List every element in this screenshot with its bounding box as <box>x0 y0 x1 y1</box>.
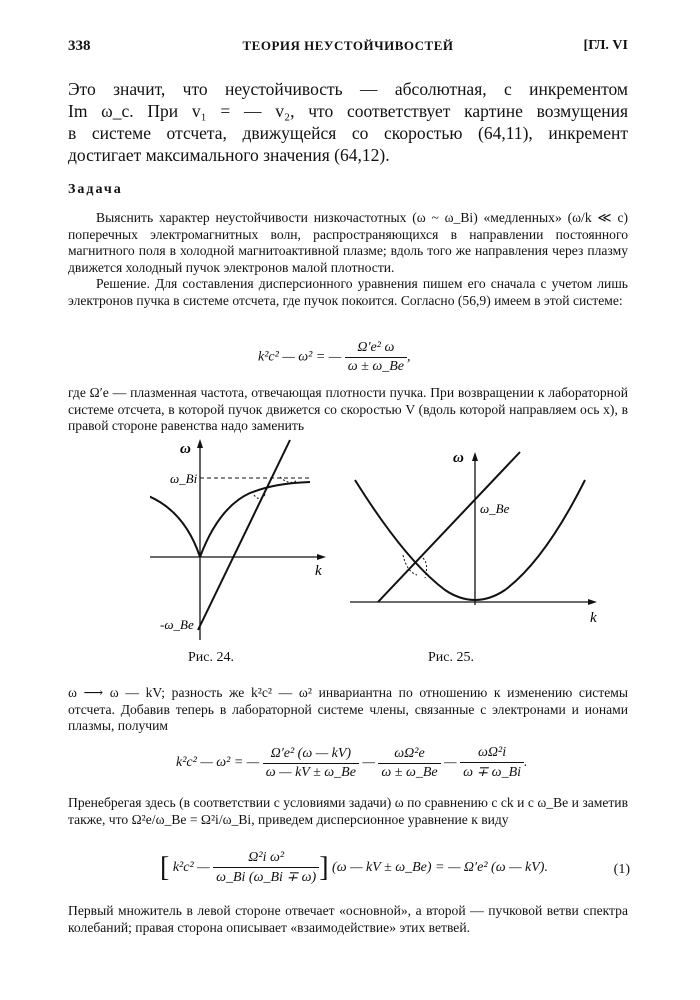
intro-line: в системе отсчета, движущейся со скоростью (64,11), инкремент <box>68 123 628 143</box>
final-paragraph <box>68 903 628 936</box>
final-text: Первый множитель в левой стороне отвечает «основной», а второй — пучковой ветви спектра колебаний; правая сторона описывает «взаимодействие» этих ветвей. <box>68 903 628 935</box>
problem-statement <box>68 210 628 309</box>
after-eq1-paragraph <box>68 385 628 435</box>
figure-25 <box>345 440 610 630</box>
fig25-beam-line <box>378 452 520 602</box>
figure-25-caption: Рис. 25. <box>428 650 474 665</box>
eq2-fraction-3 <box>460 745 524 781</box>
fig25-interaction-loop <box>423 558 427 578</box>
eq2-f3-numerator: ωΩ²i <box>460 745 524 763</box>
after-eq2-paragraph <box>68 795 628 828</box>
fig24-minus-wbe-label: -ω_Be <box>160 617 194 632</box>
problem-text: Выяснить характер неустойчивости низкочастотных (ω ~ ω_Bi) «медленных» (ω/k ≪ c) поперечных электромагнитных волн, распространяющихся в направлении постоянного магнитного поля в холодной магнитоактивной плазме; вдоль того же направления через плазму движется холодный пучок электронов малой плотности. <box>68 210 628 275</box>
eq1-fraction <box>345 340 407 375</box>
problem-heading: Задача <box>68 182 123 197</box>
after-figs-text: ω ⟶ ω — kV; разность же k²c² — ω² инвариантна по отношению к изменению системы отсчета. Добавив теперь в лабораторной системе члены, связанные с электронами и ионами плазмы, получим <box>68 685 628 733</box>
equation-2: k²c² — ω² = — $\frac{\text{Ω′e² (ω — kV)}}{\omega — kV \pm \omega\_Be}$ — $\frac{\text{ωΩ²e}}{\omega \pm \omega\_Be}$ — $\frac{\text{ωΩ²i}}{\omega \mp \omega\_Bi}$ . <box>176 745 528 780</box>
intro-paragraph <box>68 78 628 166</box>
running-header <box>68 38 628 58</box>
fig25-omega-arrow-icon <box>472 452 478 461</box>
fig25-k-arrow-icon <box>588 599 597 605</box>
intro-line: Это значит, что неустойчивость — абсолютная, с инкрементом <box>68 79 628 99</box>
eq3-fraction <box>213 850 319 886</box>
equation-3: [ k²c² — $\frac{\text{Ω²i ω²}}{\omega\_Bi (\omega\_Bi \mp \omega)}$ ] (ω — kV ± ω_Be) = — Ω′e² (ω — kV). (1) <box>160 850 630 885</box>
fig24-left-branch <box>150 484 200 557</box>
page-number: 338 <box>68 38 91 54</box>
fig25-omega-label: ω <box>453 450 464 466</box>
fig24-right-branch <box>200 482 310 557</box>
solution-text: Решение. Для составления дисперсионного уравнения пишем его сначала с учетом лишь электронов пучка в системе отсчета, где пучок покоится. Согласно (56,9) имеем в этой системе: <box>68 276 628 308</box>
eq2-fraction-1 <box>263 746 359 781</box>
equation-1 <box>258 340 410 375</box>
figure-24-caption: Рис. 24. <box>188 650 234 665</box>
fig25-parabola <box>355 480 585 600</box>
eq3-number: (1) <box>613 862 630 877</box>
fig24-omega-label: ω <box>180 441 191 457</box>
after-figs-paragraph <box>68 685 628 735</box>
eq2-f1-denominator: ω — kV ± ω_Be <box>265 764 356 780</box>
after-eq1-text: где Ω′e — плазменная частота, отвечающая плотности пучка. При возвращении к лабораторной системе отсчета, в которой пучок движется со скоростью V (вдоль которой направляем ось x), в правой стороне равенства надо заменить <box>68 385 628 433</box>
eq2-lhs: k²c² — ω² = — <box>176 755 260 771</box>
eq1-numerator: Ω′e² ω <box>345 340 407 358</box>
figure-24 <box>150 435 330 645</box>
eq3-pre: k²c² — <box>172 860 210 876</box>
fig24-k-arrow-icon <box>317 554 326 560</box>
fig25-wbe-label: ω_Be <box>480 501 510 516</box>
running-title: ТЕОРИЯ НЕУСТОЙЧИВОСТЕЙ <box>242 38 454 53</box>
eq2-f2-numerator: ωΩ²e <box>378 746 440 764</box>
eq1-lhs: k²c² — ω² = — <box>258 349 342 365</box>
fig24-beam-line <box>198 440 290 630</box>
eq3-denominator: ω_Bi (ω_Bi ∓ ω) <box>216 870 317 885</box>
eq2-f2-denominator: ω ± ω_Be <box>381 764 438 780</box>
eq1-denominator: ω ± ω_Be <box>347 359 404 374</box>
intro-line: достигает максимального значения (64,12). <box>68 145 390 165</box>
eq2-f1-numerator: Ω′e² (ω — kV) <box>263 746 359 764</box>
eq2-f3-denominator: ω ∓ ω_Bi <box>463 765 522 780</box>
eq3-numerator: Ω²i ω² <box>213 850 319 868</box>
eq2-tail: . <box>524 755 528 771</box>
eq3-post: (ω — kV ± ω_Be) = — Ω′e² (ω — kV). <box>332 860 548 876</box>
fig25-k-label: k <box>590 610 597 626</box>
chapter-label: [ГЛ. VI <box>583 38 628 53</box>
eq1-tail: , <box>406 349 411 365</box>
eq2-fraction-2 <box>378 746 440 781</box>
fig24-omega-arrow-icon <box>197 439 203 448</box>
fig24-wbi-label: ω_Bi <box>170 471 198 486</box>
after-eq2-text: Пренебрегая здесь (в соответствии с условиями задачи) ω по сравнению с ck и с ω_Be и заметив также, что Ω²e/ω_Be = Ω²i/ω_Bi, приведем дисперсионное уравнение к виду <box>68 795 628 827</box>
intro-line: Im ω_c. При v₁ = — v₂, что соответствует картине возмущения <box>68 101 628 121</box>
fig24-k-label: k <box>315 563 322 579</box>
